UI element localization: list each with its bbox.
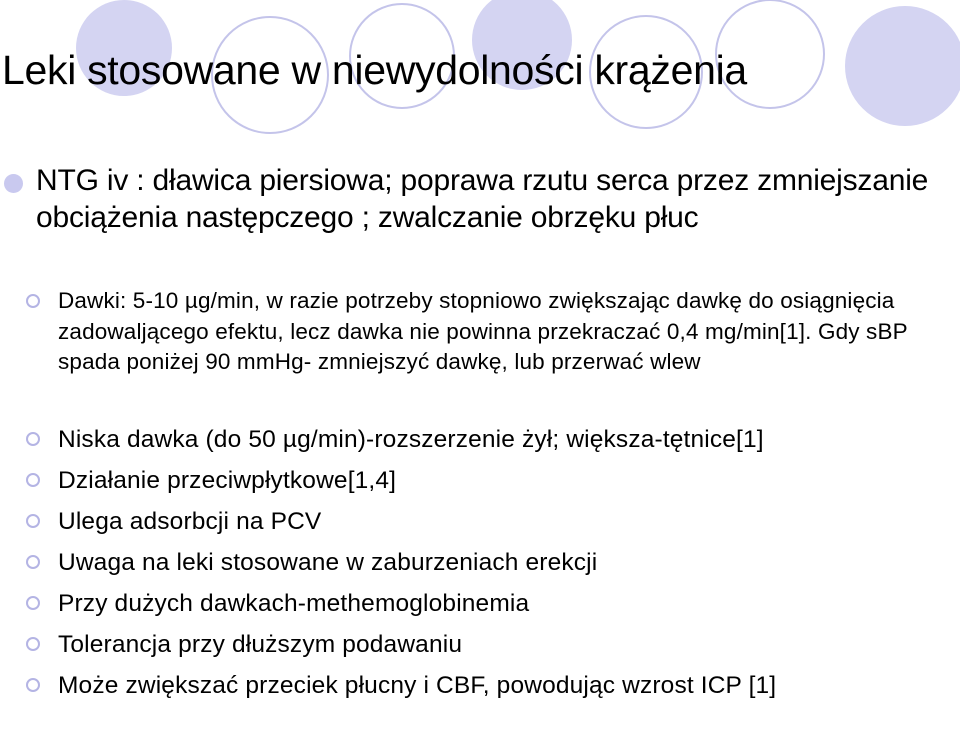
list-item-text: Może zwiększać przeciek płucny i CBF, powodując wzrost ICP [1] <box>58 672 777 699</box>
list-item-text: Ulega adsorbcji na PCV <box>58 508 322 535</box>
list-item <box>58 629 958 660</box>
bullet-ring-icon <box>26 555 40 569</box>
list-item-text: Działanie przeciwpłytkowe[1,4] <box>58 467 397 494</box>
bullet-ring-icon <box>26 294 40 308</box>
main-bullet <box>36 162 936 236</box>
slide-title: Leki stosowane w niewydolności krążenia <box>2 47 747 93</box>
list-item <box>58 465 958 496</box>
list-item <box>58 424 958 455</box>
list-item <box>58 286 958 378</box>
list-item <box>58 547 958 578</box>
bullet-ring-icon <box>26 432 40 446</box>
list-item-text: Niska dawka (do 50 µg/min)-rozszerzenie żył; większa-tętnice[1] <box>58 426 764 453</box>
list-item <box>58 670 958 701</box>
list-item <box>58 506 958 537</box>
bullet-ring-icon <box>26 678 40 692</box>
bullet-ring-icon <box>26 637 40 651</box>
list-item-text: Tolerancja przy dłuższym podawaniu <box>58 631 463 658</box>
list-item-text: Dawki: 5-10 µg/min, w razie potrzeby stopniowo zwiększając dawkę do osiągnięcia zadowaljącego efektu, lecz dawka nie powinna przekraczać 0,4 mg/min[1]. Gdy sBP spada poniżej 90 mmHg- zmniejszyć dawkę, lub przerwać wlew <box>58 288 908 374</box>
bullet-dot-icon <box>4 174 23 193</box>
bullet-ring-icon <box>26 596 40 610</box>
bullet-ring-icon <box>26 473 40 487</box>
list-item-text: Przy dużych dawkach-methemoglobinemia <box>58 590 530 617</box>
list-item <box>58 588 958 619</box>
sub-bullet-list <box>58 286 958 378</box>
decor-circle <box>845 6 960 126</box>
bullet-ring-icon <box>26 514 40 528</box>
main-bullet-text: NTG iv : dławica piersiowa; poprawa rzutu serca przez zmniejszanie obciążenia następczego ; zwalczanie obrzęku płuc <box>36 164 929 234</box>
sub-bullet-list <box>58 424 958 701</box>
list-item-text: Uwaga na leki stosowane w zaburzeniach erekcji <box>58 549 598 576</box>
